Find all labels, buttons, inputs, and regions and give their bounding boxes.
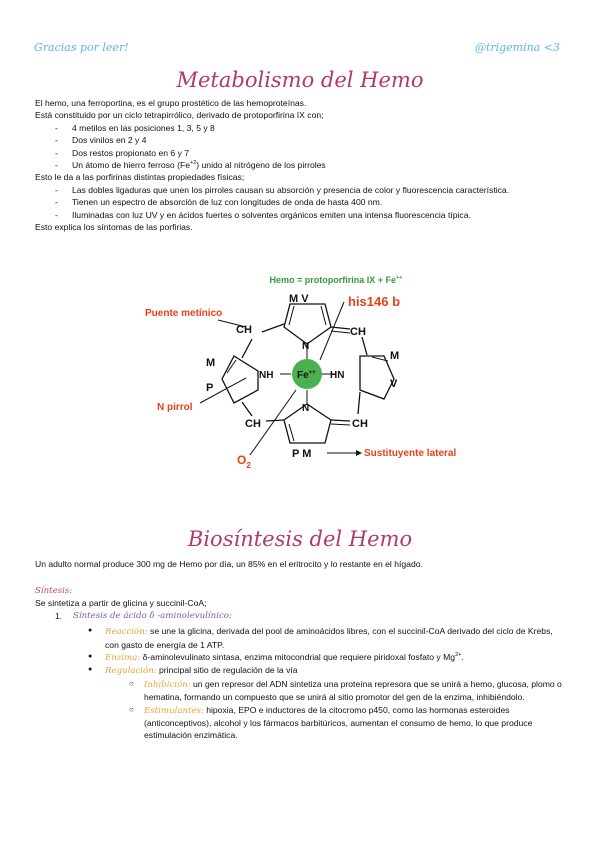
property-item: - Iluminadas con luz UV y en ácidos fuertes o solventes orgánicos emiten una intensa fluorescencia típica. [35,209,565,221]
section-title-metabolismo: Metabolismo del Hemo [176,68,424,92]
label-n-pirrol: N pirrol [157,402,193,413]
synthesis-text: Se sintetiza a partir de glicina y succinil-CoA; [35,598,207,609]
bullet-enzima: ● Enzima: δ-aminolevulinato sintasa, enzima mitocondrial que requiere piridoxal fosfato y $Mg^{2+}$. [35,651,565,664]
label-mv-top: M V [289,293,309,305]
pyrrole-ring-left [222,356,258,403]
label-n-bottom: N [302,403,310,414]
intro-line-2: Está constituido por un ciclo tetrapirrólico, derivado de protoporfirina IX con; [35,110,324,121]
label-o2: $O_2$ [237,453,251,470]
label-n-top: N [302,341,310,352]
label-hn: HN [330,370,345,381]
component-item: - Dos restos propionato en 6 y 7 [35,147,565,159]
label-m-left: M [206,357,216,369]
header-left-note: Gracias por leer! [34,41,129,54]
header-right-handle: @trigemina <3 [474,41,560,54]
pyrrole-ring-top [284,304,331,344]
step-1-title: 1. Síntesis de ácido δ -aminolevulínico: [55,610,232,621]
label-his146: his146 b [348,294,401,309]
property-item: - Las dobles ligaduras que unen los pirroles causan su absorción y presencia de color y fluorescencia característica. [35,184,565,196]
pyrrole-ring-right [360,356,394,399]
bullet-regulacion: ● Regulación: principal sitio de regulación de la vía [35,664,565,677]
intro-line-1: El hemo, una ferroportina, es el grupo prostético de las hemoproteínas. [35,98,307,108]
props-intro: Esto le da a las porfirinas distintas propiedades físicas; [35,172,245,183]
label-sustituyente-lateral: Sustituyente lateral [364,448,457,459]
label-nh: NH [259,370,274,381]
component-item-iron: - Un átomo de hierro ferroso $(Fe^{+2})$ unido al nitrógeno de los pirroles [35,159,565,171]
biosintesis-intro: Un adulto normal produce 300 mg de Hemo por día, un 85% en el eritrocito y lo restante en el hígado. [35,559,423,569]
sub-bullet-estimulantes: ○ Estimulantes: hipoxia, EPO e inductores de la citocromo p450, como las hormonas esteroides (anticonceptivos), alcohol y los fármacos barbitúricos, aumentan el consumo de hemo, lo que produce estimulación enzimática. [35,704,565,742]
label-ch-top-left: CH [236,324,252,336]
label-ch-bottom-left: CH [245,418,261,430]
synthesis-label: Síntesis: [35,586,73,596]
label-pm-bottom: P M [292,448,312,460]
sintesis-block [35,585,565,742]
bullet-reaccion: ● Reacción: se une la glicina, derivada del pool de aminoácidos libres, con el succinil-CoA derivado del ciclo de Krebs, con gasto de energía de 1 ATP. [35,625,565,651]
conclusion: Esto explica los síntomas de las porfirias. [35,222,193,233]
label-puente-metinico: Puente metínico [145,308,223,319]
label-ch-top-right: CH [350,326,366,338]
label-ch-bottom-right: CH [352,418,368,430]
diagram-caption: Hemo = protoporfirina IX + Fe++ [269,275,403,285]
sub-bullet-inhibicion: ○ Inhibición: un gen represor del ADN sintetiza una proteína represora que se unirá a hemo, glucosa, plomo o hematina, formando un compuesto que se unirá al sitio promotor del gen de la enzima, inhibiéndolo. [35,678,565,704]
svg-text:Fe++: Fe++ [297,370,316,381]
section-title-biosintesis: Biosíntesis del Hemo [187,527,413,551]
label-v-right: V [390,378,398,390]
label-m-right: M [390,350,400,362]
component-item: - 4 metilos en las posiciones 1, 3, 5 y 8 [35,122,565,134]
label-p-left: P [206,382,214,394]
component-item: - Dos vinilos en 2 y 4 [35,134,565,146]
property-item: - Tienen un espectro de absorción de luz con longitudes de onda de hasta 400 nm. [35,196,565,208]
